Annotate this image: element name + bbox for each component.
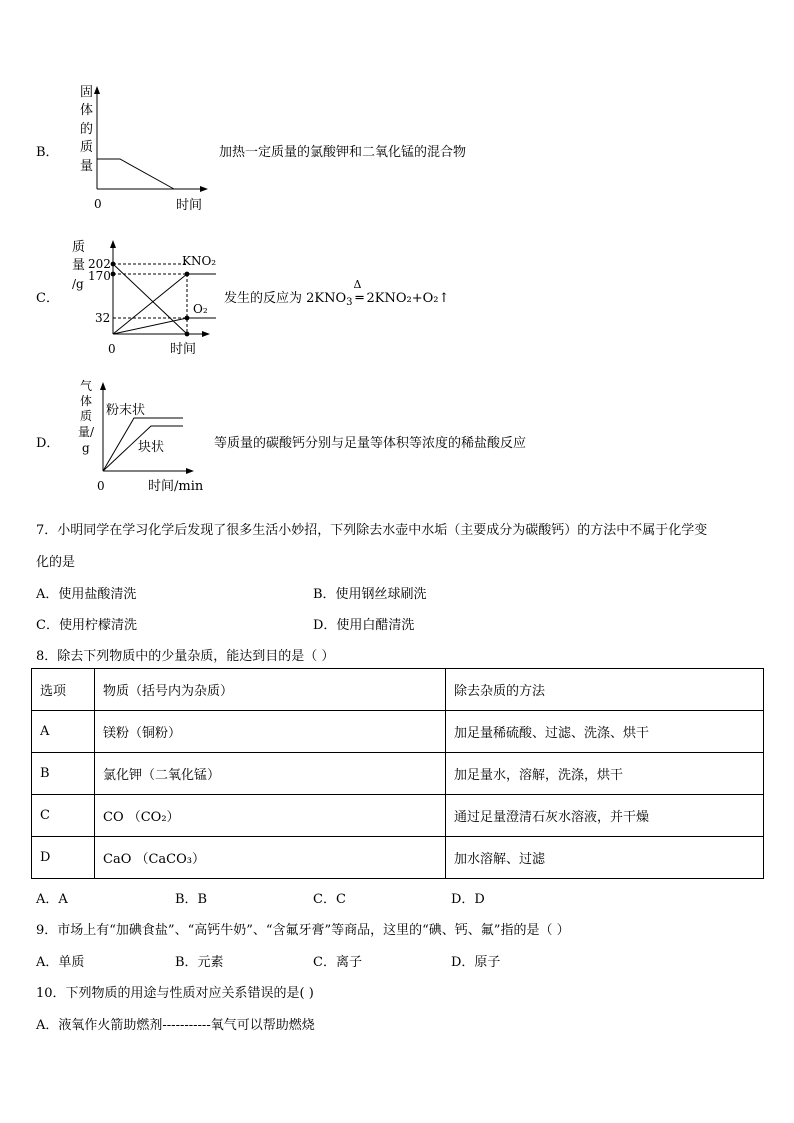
- reaction-arrow: Δ ═: [353, 278, 364, 306]
- graph-c-tick-170: 170: [88, 269, 111, 283]
- option-b-label: B．: [36, 145, 59, 160]
- option-b-text: 加热一定质量的氯酸钾和二氧化锰的混合物: [219, 145, 467, 160]
- table-cell: A: [32, 711, 95, 753]
- graph-d-ylabel-5: g: [82, 441, 90, 455]
- graph-b-ylabel-4: 质: [80, 140, 94, 155]
- graph-c: [66, 236, 224, 358]
- graph-c-dot-kno2: [185, 272, 190, 277]
- table-cell: 氯化钾（二氧化锰）: [95, 753, 446, 795]
- table-header-row: [32, 669, 764, 711]
- q8-option-b[interactable]: B．B: [175, 892, 208, 907]
- q9-option-a[interactable]: A．单质: [36, 955, 85, 970]
- graph-b-ylabel-1: 固: [80, 85, 94, 100]
- q9-stem: 9．市场上有“加碘食盐”、“高钙牛奶”、“含氟牙膏”等商品，这里的“碘、钙、氟”指的是（ ）: [36, 923, 570, 938]
- reaction-condition: Δ: [353, 278, 362, 291]
- option-d-text: 等质量的碳酸钙分别与足量等体积等浓度的稀盐酸反应: [214, 436, 527, 451]
- table-cell: CO （CO₂）: [95, 795, 446, 837]
- graph-c-xlabel: 时间: [170, 342, 197, 357]
- graph-d-y-arrow: [100, 382, 106, 390]
- table-row: [32, 753, 764, 795]
- reaction-suffix: 2KNO₂+O₂↑: [366, 291, 450, 306]
- graph-c-dot-o2: [185, 316, 190, 321]
- table-header-cell: 物质（括号内为杂质）: [95, 669, 446, 711]
- graph-b-ylabel-3: 的: [80, 122, 94, 137]
- graph-b-y-arrow: [94, 86, 100, 94]
- graph-d-ylabel-3: 质: [80, 409, 93, 423]
- q8-option-d[interactable]: D．D: [451, 892, 485, 907]
- graph-b-xlabel: 时间: [176, 198, 203, 213]
- graph-b-curve: [97, 159, 174, 189]
- graph-c-dot-end: [185, 332, 190, 337]
- table-header-cell: 除去杂质的方法: [446, 669, 764, 711]
- table-cell: 加足量稀硫酸、过滤、洗涤、烘干: [446, 711, 764, 753]
- graph-d-x-arrow: [186, 468, 194, 474]
- option-d-label: D．: [36, 436, 60, 451]
- graph-c-dot-202: [111, 262, 116, 267]
- q7-option-a[interactable]: A．使用盐酸清洗: [36, 587, 137, 602]
- graph-d-series-block: 块状: [138, 440, 165, 455]
- q8-table: [31, 668, 764, 879]
- graph-c-series-kno2: KNO₂: [182, 254, 217, 268]
- graph-b: [66, 82, 216, 214]
- table-cell: 通过足量澄清石灰水溶液，并干燥: [446, 795, 764, 837]
- graph-c-tick-202: 202: [88, 257, 111, 271]
- graph-c-dot-170: [111, 272, 116, 277]
- graph-c-x-arrow: [202, 331, 210, 337]
- q7-option-b[interactable]: B．使用钢丝球刷洗: [313, 587, 427, 602]
- table-header-cell: 选项: [32, 669, 95, 711]
- graph-c-ylabel-3: /g: [72, 277, 84, 291]
- q7-stem-line1: 7．小明同学在学习化学后发现了很多生活小妙招，下列除去水壶中水垢（主要成分为碳酸钙）的方法中不属于化学变: [36, 523, 708, 538]
- table-row: [32, 795, 764, 837]
- graph-d-ylabel-4: 量/: [78, 425, 95, 439]
- q10-option-a[interactable]: A．液氧作火箭助燃剂-----------氧气可以帮助燃烧: [36, 1018, 315, 1033]
- graph-b-ylabel-2: 体: [80, 103, 94, 118]
- graph-c-ylabel-1: 质: [72, 240, 86, 255]
- table-cell: D: [32, 837, 95, 879]
- q8-stem: 8．除去下列物质中的少量杂质，能达到目的是（ ）: [36, 649, 335, 664]
- q7-stem-line2: 化的是: [36, 555, 76, 570]
- graph-d-origin: 0: [97, 479, 105, 493]
- graph-d-series-powder: 粉末状: [106, 403, 146, 418]
- q9-option-b[interactable]: B．元素: [175, 955, 224, 970]
- table-cell: 加足量水，溶解，洗涤，烘干: [446, 753, 764, 795]
- q10-stem: 10．下列物质的用途与性质对应关系错误的是( ): [36, 986, 314, 1001]
- graph-c-o2-line: [113, 318, 216, 334]
- graph-c-series-o2: O₂: [193, 302, 208, 316]
- table-row: [32, 711, 764, 753]
- table-cell: 镁粉（铜粉）: [95, 711, 446, 753]
- graph-c-ylabel-2: 量: [72, 258, 86, 273]
- reaction-sub: 3: [346, 297, 353, 308]
- table-cell: C: [32, 795, 95, 837]
- graph-c-tick-32: 32: [95, 311, 111, 325]
- q7-option-c[interactable]: C．使用柠檬清洗: [36, 618, 137, 633]
- q8-option-c[interactable]: C．C: [313, 892, 346, 907]
- q8-option-a[interactable]: A．A: [36, 892, 68, 907]
- table-row: [32, 837, 764, 879]
- graph-d-ylabel-1: 气: [80, 379, 93, 393]
- table-cell: B: [32, 753, 95, 795]
- graph-c-origin: 0: [108, 342, 116, 356]
- graph-b-ylabel-5: 量: [80, 159, 94, 174]
- graph-b-origin: 0: [94, 197, 102, 211]
- table-cell: 加水溶解、过滤: [446, 837, 764, 879]
- q9-option-c[interactable]: C．离子: [313, 955, 362, 970]
- graph-b-x-arrow: [200, 186, 208, 192]
- q7-option-d[interactable]: D．使用白醋清洗: [313, 618, 415, 633]
- reaction-prefix: 发生的反应为 2KNO: [224, 291, 347, 306]
- option-c-text: [224, 278, 450, 308]
- graph-c-y-arrow: [110, 240, 116, 248]
- table-cell: CaO （CaCO₃）: [95, 837, 446, 879]
- option-c-label: C．: [36, 291, 59, 306]
- graph-d: [66, 376, 216, 498]
- q9-option-d[interactable]: D．原子: [451, 955, 501, 970]
- graph-d-ylabel-2: 体: [80, 394, 93, 408]
- graph-d-xlabel: 时间/min: [148, 479, 204, 494]
